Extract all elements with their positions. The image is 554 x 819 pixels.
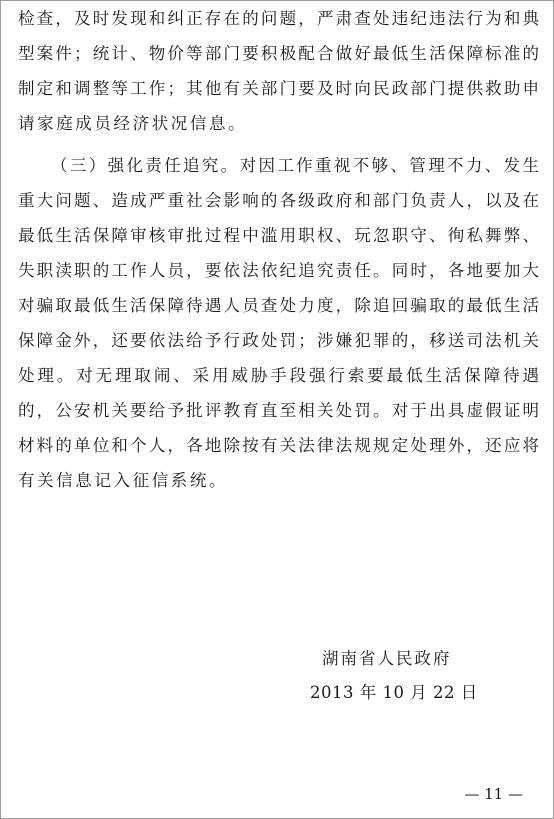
issue-date: 2013 年 10 月 22 日: [310, 683, 478, 702]
body-text-line: 制定和调整等工作；其他有关部门要及时向民政部门提供救助申: [18, 79, 539, 98]
body-text-line: 重大问题、造成严重社会影响的各级政府和部门负责人，以及在: [18, 191, 539, 210]
body-text-line: 有关信息记入征信系统。: [18, 471, 229, 490]
section-heading-line: （三）强化责任追究。对因工作重视不够、管理不力、发生: [51, 156, 539, 175]
body-text-line: 保障金外，还要依法给予行政处罚；涉嫌犯罪的，移送司法机关: [18, 331, 539, 350]
body-text-line: 对骗取最低生活保障待遇人员查处力度，除追回骗取的最低生活: [18, 296, 539, 315]
body-text-line: 检查，及时发现和纠正存在的问题，严肃查处违纪违法行为和典: [18, 9, 539, 28]
body-text-line: 型案件；统计、物价等部门要积极配合做好最低生活保障标准的: [18, 44, 539, 63]
body-text-line: 的，公安机关要给予批评教育直至相关处罚。对于出具虚假证明: [18, 401, 539, 420]
page-number: — 11 —: [464, 785, 523, 803]
issuer-name: 湖南省人民政府: [322, 649, 452, 668]
body-text-line: 材料的单位和个人，各地除按有关法律法规规定处理外，还应将: [18, 436, 539, 455]
body-text-line: 失职渎职的工作人员，要依法依纪追究责任。同时，各地要加大: [18, 261, 539, 280]
body-text-line: 请家庭成员经济状况信息。: [18, 114, 248, 133]
body-text-line: 处理。对无理取闹、采用威胁手段强行索要最低生活保障待遇: [18, 366, 539, 385]
body-text-line: 最低生活保障审核审批过程中滥用职权、玩忽职守、徇私舞弊、: [18, 226, 539, 245]
